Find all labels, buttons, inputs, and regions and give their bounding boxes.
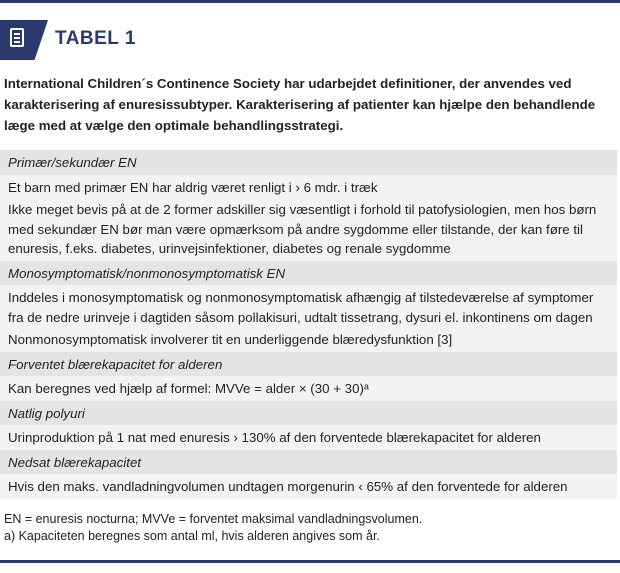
footnote-abbreviations: EN = enuresis nocturna; MVVe = forventet maksimal vandladningsvolumen. (4, 512, 423, 526)
bottom-rule (0, 560, 620, 563)
table-title: TABEL 1 (55, 28, 136, 49)
table-header (0, 20, 620, 60)
section-heading-nocturnal-polyuria: Natlig polyuri (0, 401, 617, 426)
section-heading-bladder-capacity: Forventet blærekapacitet for alderen (0, 352, 617, 377)
table-row: Et barn med primær EN har aldrig været renligt i › 6 mdr. i træk (0, 175, 617, 200)
table-row: Ikke meget bevis på at de 2 former adskiller sig væsentligt i forhold til patofysiologien, men hos børn med sekundær EN bør man være opmærksom på andre sygdomme eller tilstande, der kan føre til enuresis, f.eks. diabetes, urinvejsinfektioner, diabetes og renale sygdomme (0, 199, 617, 261)
document-list-icon (10, 28, 24, 47)
section-heading-monosymptomatic: Monosymptomatisk/nonmonosymptomatisk EN (0, 261, 617, 286)
table-row: Hvis den maks. vandladningvolumen undtagen morgenurin ‹ 65% af den forventede for alderen (0, 474, 617, 499)
top-rule (0, 0, 620, 3)
table-row: Urinproduktion på 1 nat med enuresis › 130% af den forventede blærekapacitet for alderen (0, 425, 617, 450)
header-icon-box (0, 20, 48, 60)
table-intro: International Children´s Continence Society har udarbejdet definitioner, der anvendes ved karakterisering af enuresissubtyper. Karakterisering af patienter kan hjælpe den behandlende læge med at vælge den optimale behandlingsstrategi. (4, 76, 596, 133)
table-footnotes (4, 511, 422, 545)
section-heading-primary-secondary: Primær/sekundær EN (0, 150, 617, 175)
footnote-a: a) Kapaciteten beregnes som antal ml, hvis alderen angives som år. (4, 529, 380, 543)
table-row: Inddeles i monosymptomatisk og nonmonosymptomatisk afhængig af tilstedeværelse af symptomer fra de nedre urinveje i dagtiden såsom pollakisuri, udtalt tissetrang, dysuri el. inkontinens om dagen (0, 285, 617, 329)
section-heading-reduced-capacity: Nedsat blærekapacitet (0, 450, 617, 475)
table-row: Nonmonosymptomatisk involverer tit en underliggende blæredysfunktion [3] (0, 329, 617, 352)
definitions-table (0, 150, 617, 499)
table-row: Kan beregnes ved hjælp af formel: MVVe = alder × (30 + 30)ᵃ (0, 376, 617, 401)
